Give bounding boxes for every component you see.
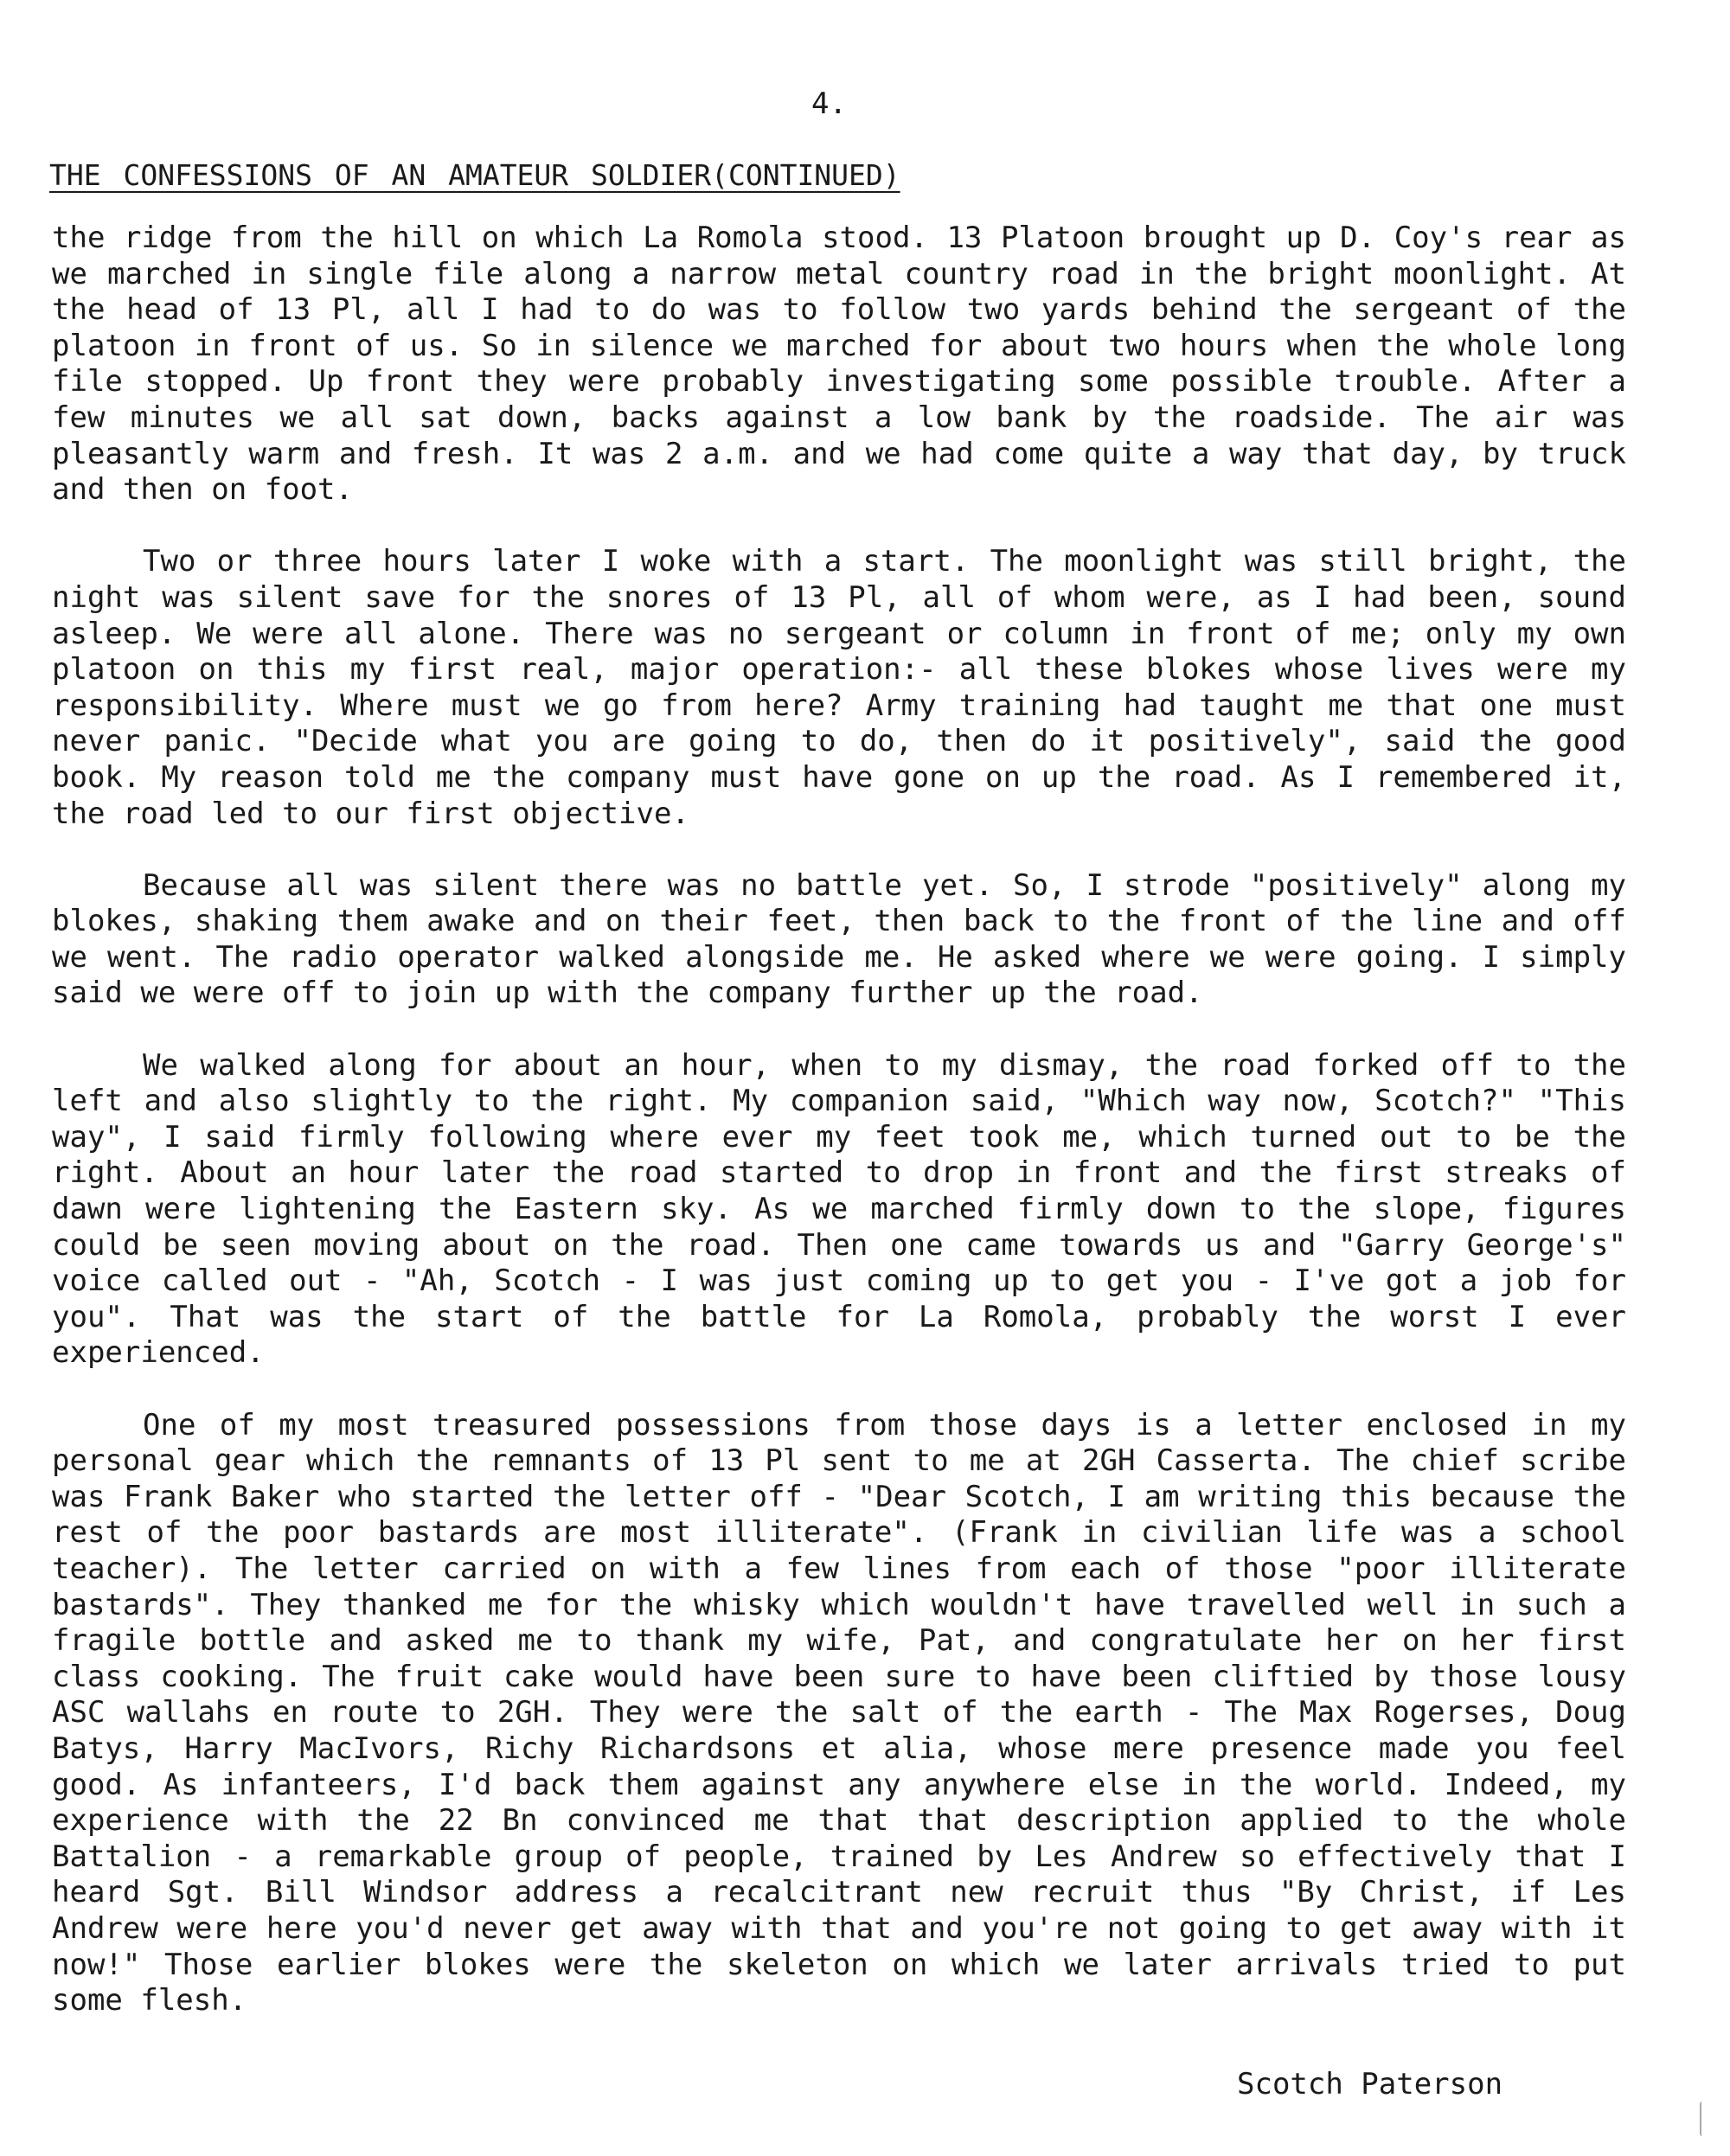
paragraph-2: Two or three hours later I woke with a start. The moonlight was still bright, the night was silent save for the snores of 13 Pl, all of whom were, as I had been, sound asleep. We were all alone. There was no sergeant or column in front of me; only my own platoon on this my first real, major operation:- all these blokes whose lives were my responsibility. Where must we go from here? Army training had taught me that one must never panic. "Decide what you are going to do, then do it positively", said the good book. My reason told me the company must have gone on up the road. As I remembered it, the road led to our first objective. (52, 544, 1626, 831)
paragraph-1: the ridge from the hill on which La Romola stood. 13 Platoon brought up D. Coy's rear as we marched in single file along a narrow metal country road in the bright moonlight. At the head of 13 Pl, all I had to do was to follow two yards behind the sergeant of the platoon in front of us. So in silence we marched for about two hours when the whole long file stopped. Up front they were probably investigating some possible trouble. After a few minutes we all sat down, backs against a low bank by the roadside. The air was pleasantly warm and fresh. It was 2 a.m. and we had come quite a way that day, by truck and then on foot. (52, 221, 1626, 508)
paragraph-5: One of my most treasured possessions from those days is a letter enclosed in my personal gear which the remnants of 13 Pl sent to me at 2GH Casserta. The chief scribe was Frank Baker who started the letter off - "Dear Scotch, I am writing this because the rest of the poor bastards are most illiterate". (Frank in civilian life was a school teacher). The letter carried on with a few lines from each of those "poor illiterate bastards". They thanked me for the whisky which wouldn't have travelled well in such a fragile bottle and asked me to thank my wife, Pat, and congratulate her on her first class cooking. The fruit cake would have been sure to have been cliftied by those lousy ASC wallahs en route to 2GH. They were the salt of the earth - The Max Rogerses, Doug Batys, Harry MacIvors, Richy Richardsons et alia, whose mere presence made you feel good. As infanteers, I'd back them against any anywhere else in the world. Indeed, my experience with the 22 Bn convinced me that that description applied to the whole Battalion - a remarkable group of people, trained by Les Andrew so effectively that I heard Sgt. Bill Windsor address a recalcitrant new recruit thus "By Christ, if Les Andrew were here you'd never get away with that and you're not going to get away with it now!" Those earlier blokes were the skeleton on which we later arrivals tried to put some flesh. (52, 1407, 1626, 2018)
page-number: 4. (811, 86, 847, 121)
paragraph-4: We walked along for about an hour, when to my dismay, the road forked off to the left and also slightly to the right. My companion said, "Which way now, Scotch?" "This way", I said firmly following where ever my feet took me, which turned out to be the right. About an hour later the road started to drop in front and the first streaks of dawn were lightening the Eastern sky. As we marched firmly down to the slope, figures could be seen moving about on the road. Then one came towards us and "Garry George's" voice called out - "Ah, Scotch - I was just coming up to get you - I've got a job for you". That was the start of the battle for La Romola, probably the worst I ever experienced. (52, 1047, 1626, 1371)
paragraph-3: Because all was silent there was no battle yet. So, I strode "positively" along my blokes, shaking them awake and on their feet, then back to the front of the line and off we went. The radio operator walked alongside me. He asked where we were going. I simply said we were off to join up with the company further up the road. (52, 867, 1626, 1011)
article-body (52, 221, 1626, 2055)
author-signature: Scotch Paterson (1237, 2067, 1503, 2102)
article-title: THE CONFESSIONS OF AN AMATEUR SOLDIER(CONTINUED) (49, 158, 900, 192)
scan-edge-mark (1700, 2102, 1707, 2136)
